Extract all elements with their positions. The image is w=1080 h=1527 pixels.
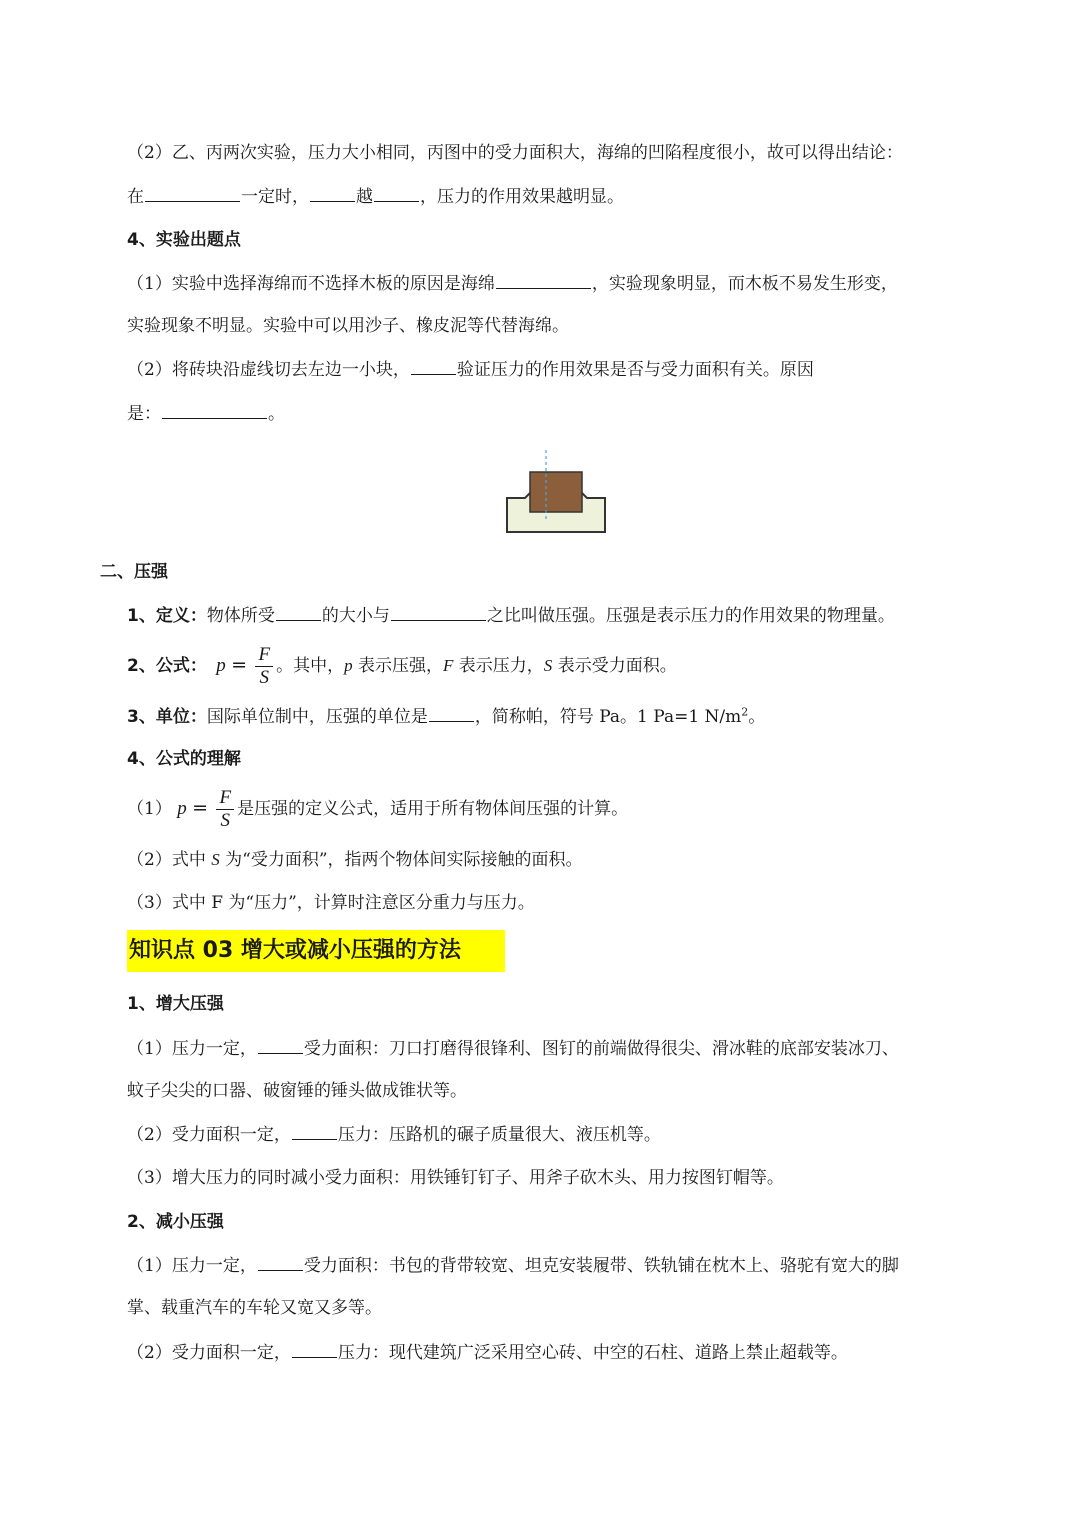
text: 压力：压路机的碾子质量很大、液压机等。 (337, 1125, 661, 1145)
fill-blank[interactable] (496, 271, 591, 289)
text: （2）式中 (127, 850, 212, 870)
text: ，实验现象明显，而木板不易发生形变， (591, 274, 898, 294)
text: 压力：现代建筑广泛采用空心砖、中空的石柱、道路上禁止超载等。 (337, 1343, 848, 1363)
fill-blank[interactable] (258, 1253, 303, 1271)
text: 。 (748, 707, 766, 727)
text: 国际单位制中，压强的单位是 (206, 707, 428, 727)
formula-line (127, 641, 677, 689)
section-title-pressure: 二、压强 (100, 562, 168, 582)
increase-1-line-2: 蚊子尖尖的口器、破窗锤的锤头做成锥状等。 (127, 1081, 467, 1101)
question-1-line-2: 实验现象不明显。实验中可以用沙子、橡皮泥等代替海绵。 (127, 316, 569, 336)
heading-experiment-points: 4、实验出题点 (127, 230, 241, 250)
fill-blank[interactable] (391, 603, 486, 621)
fill-blank[interactable] (258, 1036, 303, 1054)
question-1-line-1 (127, 271, 898, 296)
understanding-2 (127, 848, 583, 872)
fill-blank[interactable] (374, 184, 419, 202)
text: 验证压力的作用效果是否与受力面积有关。原因 (456, 360, 814, 380)
knowledge-point-title: 知识点 03 增大或减小压强的方法 (127, 930, 505, 972)
conclusion-line-1 (127, 141, 903, 165)
fill-blank[interactable] (162, 401, 267, 419)
text: 的大小与 (321, 606, 390, 626)
text: （1）实验中选择海绵而不选择木板的原因是海绵 (127, 274, 495, 294)
pressure-fraction (255, 644, 273, 689)
text: 表示受力面积。 (552, 656, 677, 676)
numerator: F (216, 787, 234, 810)
text: （1）压力一定， (127, 1039, 257, 1059)
text: 。其中， (276, 656, 345, 676)
text: （1）压力一定， (127, 1256, 257, 1276)
denominator: S (259, 667, 270, 688)
label: 1、定义： (127, 606, 207, 626)
text: （2）将砖块沿虚线切去左边一小块， (127, 360, 410, 380)
symbol: p (344, 656, 353, 675)
symbol: F (443, 656, 454, 675)
text: 之比叫做压强。压强是表示压力的作用效果的物理量。 (486, 606, 895, 626)
brick-on-sponge-figure (505, 448, 607, 534)
fill-blank[interactable] (292, 1340, 337, 1358)
text: 受力面积：书包的背带较宽、坦克安装履带、铁轨铺在枕木上、骆驼有宽大的脚 (303, 1256, 899, 1276)
increase-2 (127, 1122, 661, 1147)
fill-blank[interactable] (145, 184, 240, 202)
formula-equals: = (192, 797, 209, 819)
text: ，压力的作用效果越明显。 (420, 187, 624, 207)
formula-p: p (177, 798, 187, 819)
text: 物体所受 (206, 606, 275, 626)
numerator: F (255, 644, 273, 667)
symbol: S (211, 850, 220, 869)
fill-blank[interactable] (429, 704, 474, 722)
text: 是： (127, 404, 161, 424)
heading-increase-pressure: 1、增大压强 (127, 994, 224, 1014)
heading-formula-understanding: 4、公式的理解 (127, 749, 241, 769)
question-2-line-1 (127, 357, 814, 382)
definition-line (127, 603, 895, 628)
fill-blank[interactable] (276, 603, 321, 621)
text: 越 (356, 187, 373, 207)
text: 受力面积：刀口打磨得很锋利、图钉的前端做得很尖、滑冰鞋的底部安装冰刀、 (303, 1039, 899, 1059)
unit-line (127, 704, 765, 729)
superscript: 2 (741, 705, 749, 719)
text: 一定时， (241, 187, 309, 207)
text: （2）受力面积一定， (127, 1343, 291, 1363)
question-2-line-2 (127, 401, 285, 426)
fill-blank[interactable] (310, 184, 355, 202)
increase-1-line-1 (127, 1036, 899, 1061)
pressure-fraction (216, 787, 234, 832)
conclusion-line-2 (127, 184, 624, 209)
decrease-2 (127, 1340, 848, 1365)
label: 3、单位： (127, 707, 207, 727)
text: 在 (127, 187, 144, 207)
denominator: S (220, 810, 231, 831)
brick (530, 472, 582, 512)
text: 。 (268, 404, 285, 424)
text: 为“受力面积”，指两个物体间实际接触的面积。 (219, 850, 583, 870)
conclusion-text: （2）乙、丙两次实验，压力大小相同，丙图中的受力面积大，海绵的凹陷程度很小，故可以得出结论： (127, 143, 903, 163)
text: 表示压力， (453, 656, 544, 676)
understanding-3: （3）式中 F 为“压力”，计算时注意区分重力与压力。 (127, 893, 535, 913)
fill-blank[interactable] (411, 357, 456, 375)
decrease-1-line-1 (127, 1253, 899, 1278)
text: ，简称帕，符号 Pa。1 Pa=1 N/m (474, 707, 742, 727)
formula-equals: = (231, 654, 248, 676)
decrease-1-line-2: 掌、载重汽车的车轮又宽又多等。 (127, 1298, 382, 1318)
increase-3: （3）增大压力的同时减小受力面积：用铁锤钉钉子、用斧子砍木头、用力按图钉帽等。 (127, 1168, 784, 1188)
formula-p: p (216, 655, 226, 676)
label: 2、公式： (127, 656, 207, 676)
text: 表示压强， (352, 656, 443, 676)
text: （2）受力面积一定， (127, 1125, 291, 1145)
symbol: S (543, 656, 553, 675)
text: （1） (127, 799, 172, 819)
fill-blank[interactable] (292, 1122, 337, 1140)
understanding-1 (127, 784, 628, 832)
heading-decrease-pressure: 2、减小压强 (127, 1212, 224, 1232)
text: 是压强的定义公式，适用于所有物体间压强的计算。 (237, 799, 629, 819)
